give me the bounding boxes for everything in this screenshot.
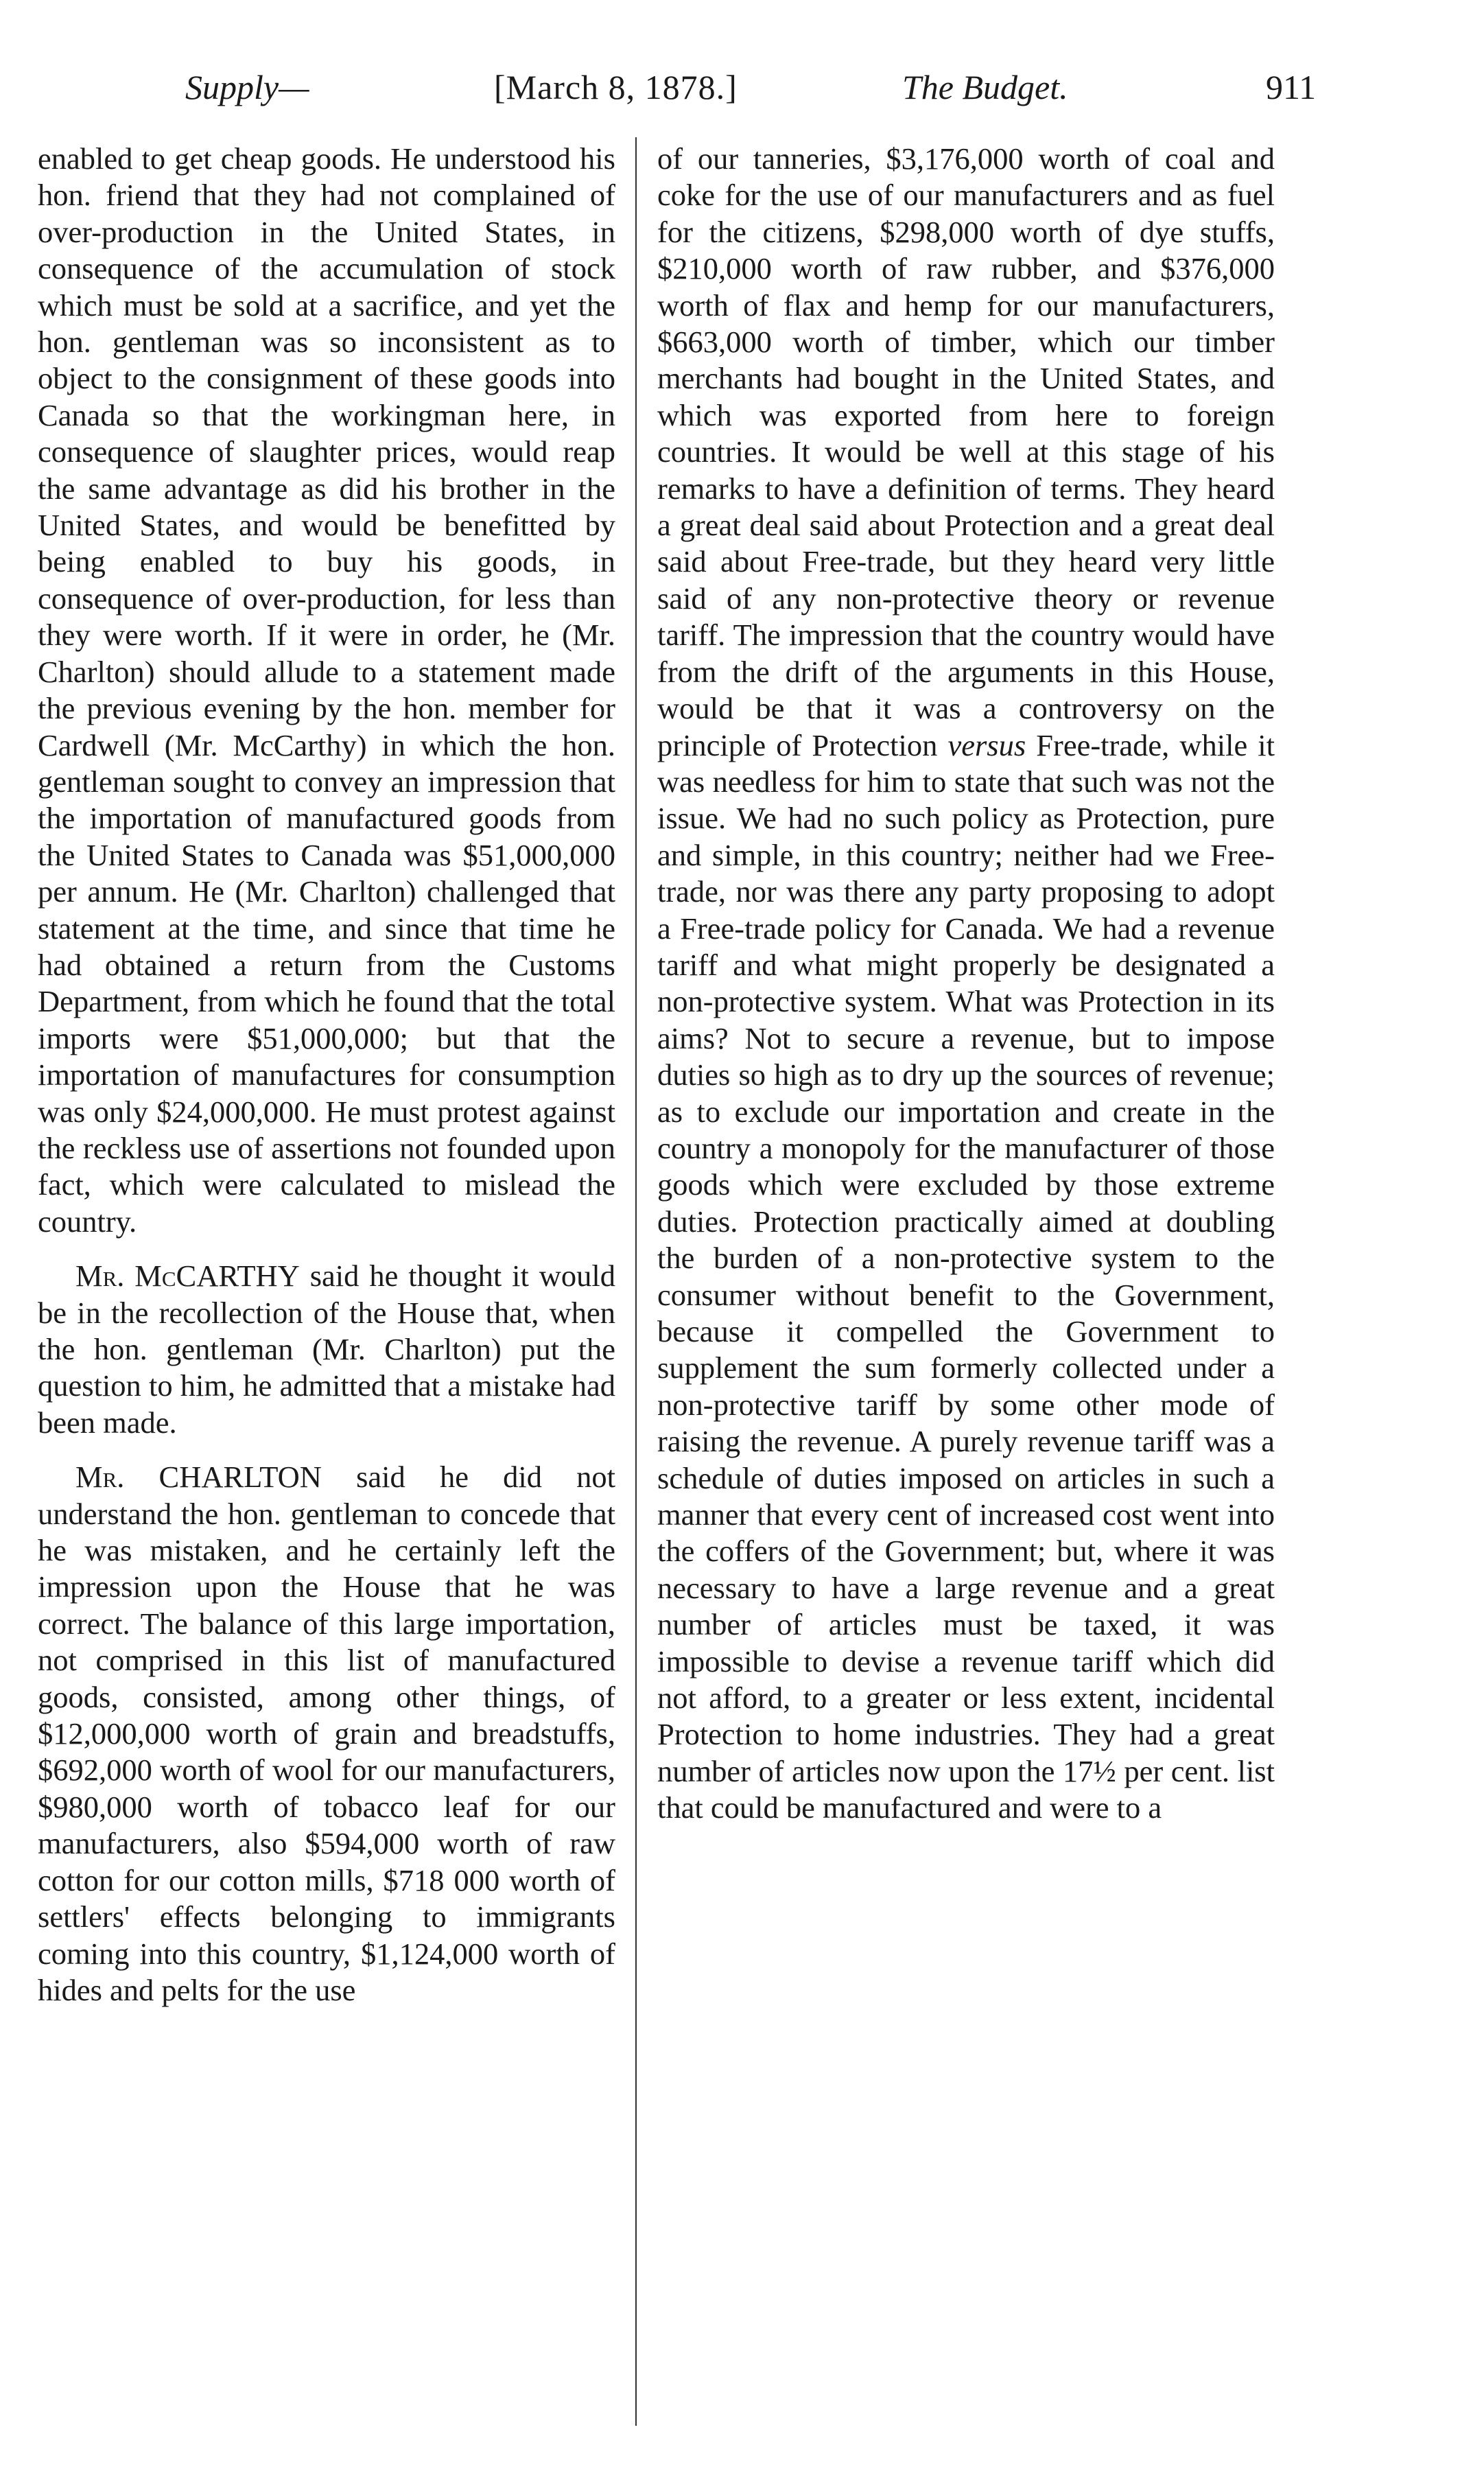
- speaker-name: Mr. McCARTHY: [75, 1259, 300, 1294]
- italic-text: versus: [947, 727, 1026, 762]
- header-section: Supply—: [185, 68, 309, 106]
- paragraph-text: said he did not understand the hon. gentleman to concede that he was mistaken, and he certainly left the impression upon the House that he was correct. The balance of this large importation, not comprised in this list of manufactured goods, consisted, among other things, of $12,000,000 worth of grain and breadstuffs, $692,000 worth of wool for our manufacturers, $980,000 worth of tobacco leaf for our manufacturers, also $594,000 worth of raw cotton for our cotton mills, $718 000 worth of settlers' effects belonging to immigrants coming into this country, $1,124,000 worth of hides and pelts for the use: [38, 1460, 615, 2007]
- page-number: 911: [1266, 68, 1317, 106]
- page-header: [165, 63, 1317, 111]
- left-column: [38, 141, 615, 2009]
- header-topic: The Budget.: [902, 68, 1068, 106]
- paragraph: [38, 1258, 615, 1441]
- paragraph-text: of our tanneries, $3,176,000 worth of coal and coke for the use of our manufacturers and as fuel for the citizens, $298,000 worth of dye stuffs, $210,000 worth of raw rubber, and $376,000 worth of flax and hemp for our manufacturers, $663,000 worth of timber, which our timber merchants had bought in the United States, and which was exported from here to foreign countries. It would be well at this stage of his remarks to have a definition of terms. They heard a great deal said about Protection and a great deal said about Free-trade, but they heard very little said of any non-protective theory or revenue tariff. The impression that the country would have from the drift of the arguments in this House, would be that it was a controversy on the principle of Protection: [657, 141, 1275, 762]
- paragraph: [657, 141, 1275, 1827]
- paragraph: [38, 1459, 615, 2009]
- header-date: [March 8, 1878.]: [494, 68, 738, 106]
- right-column: [657, 141, 1275, 1827]
- paragraph-text: Free-trade, while it was needless for him to state that such was not the issue. We had no such policy as Protection, pure and simple, in this country; neither had we Free-trade, nor was there any party proposing to adopt a Free-trade policy for Canada. We had a revenue tariff and what might properly be designated a non-protective system. What was Protection in its aims? Not to secure a revenue, but to impose duties so high as to dry up the sources of revenue; as to exclude our importation and create in the country a monopoly for the manufacturer of those goods which were excluded by those extreme duties. Protection practically aimed at doubling the burden of a non-protective system to the consumer without benefit to the Government, because it compelled the Government to supplement the sum formerly collected under a non-protective tariff by some other mode of raising the revenue. A purely revenue tariff was a schedule of duties imposed on articles in such a manner that every cent of increased cost went into the coffers of the Government; but, where it was necessary to have a large revenue and a great number of articles must be taxed, it was impossible to devise a revenue tariff which did not afford, to a greater or less extent, incidental Protection to home industries. They had a great number of articles now upon the 17½ per cent. list that could be manufactured and were to a: [657, 727, 1275, 1825]
- paragraph-text: said he thought it would be in the recollection of the House that, when the hon. gentleman (Mr. Charlton) put the question to him, he admitted that a mistake had been made.: [38, 1259, 616, 1440]
- column-divider: [635, 137, 637, 2426]
- speaker-name: Mr. CHARLTON: [75, 1460, 322, 1495]
- paragraph: enabled to get cheap goods. He understood his hon. friend that they had not complained of over-production in the United States, in consequence of the accumulation of stock which must be sold at a sacrifice, and yet the hon. gentleman was so inconsistent as to object to the consignment of these goods into Canada so that the workingman here, in consequence of slaughter prices, would reap the same advantage as did his brother in the United States, and would be benefitted by being enabled to buy his goods, in consequence of over-production, for less than they were worth. If it were in order, he (Mr. Charlton) should allude to a statement made the previous evening by the hon. member for Cardwell (Mr. McCarthy) in which the hon. gentleman sought to convey an impression that the importation of manufactured goods from the United States to Canada was $51,000,000 per annum. He (Mr. Charlton) challenged that statement at the time, and since that time he had obtained a return from the Customs Department, from which he found that the total imports were $51,000,000; but that the importation of manufactures for consumption was only $24,000,000. He must protest against the reckless use of assertions not founded upon fact, which were calculated to mislead the country.: [38, 141, 615, 1239]
